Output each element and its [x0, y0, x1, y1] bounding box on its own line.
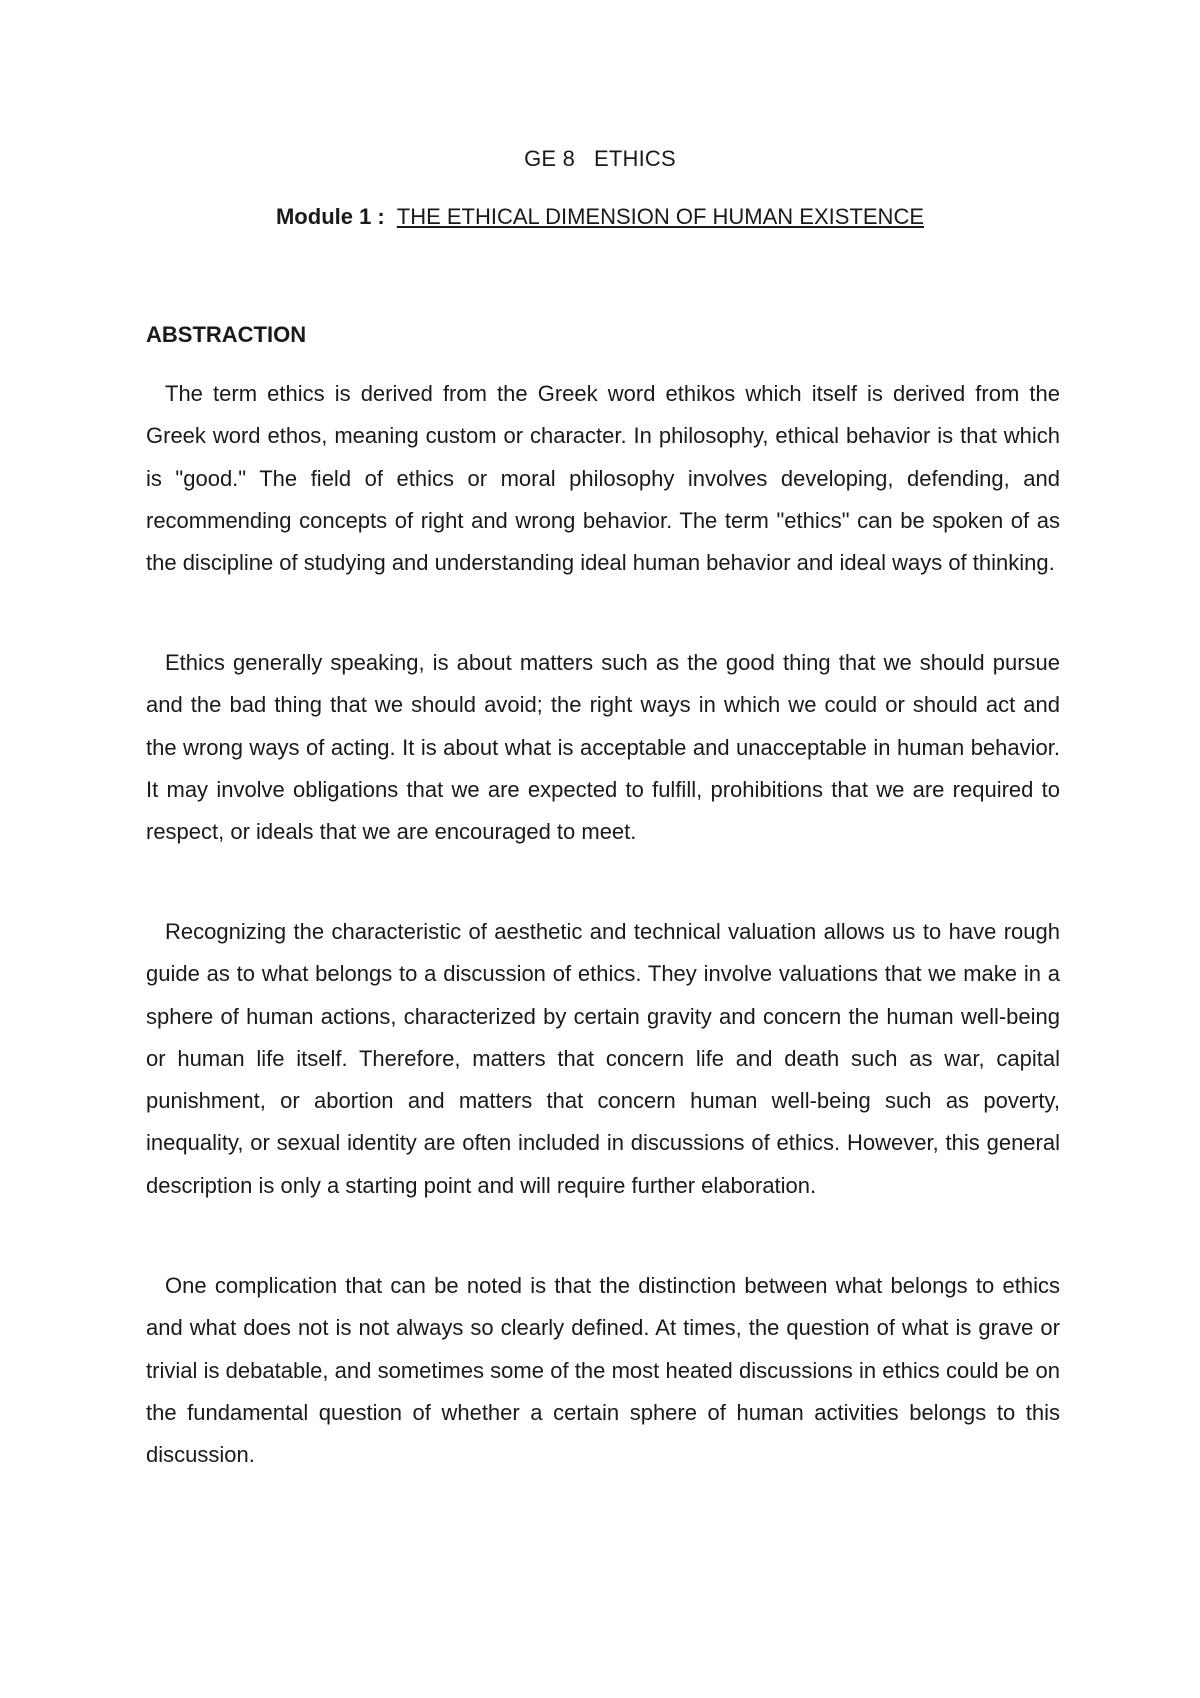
section-heading: ABSTRACTION — [146, 322, 307, 347]
module-title: THE ETHICAL DIMENSION OF HUMAN EXISTENCE — [396, 204, 925, 229]
module-heading — [0, 202, 1200, 232]
paragraph-1: The term ethics is derived from the Greek word ethikos which itself is derived from the Greek word ethos, meaning custom or character. In philosophy, ethical behavior is that which is "good." The field of ethics or moral philosophy involves developing, defending, and recommending concepts of right and wrong behavior. The term "ethics" can be spoken of as the discipline of studying and understanding ideal human behavior and ideal ways of thinking. — [146, 381, 1060, 576]
paragraph-2: Ethics generally speaking, is about matters such as the good thing that we should pursue and the bad thing that we should avoid; the right ways in which we could or should act and the wrong ways of acting. It is about what is acceptable and unacceptable in human behavior. It may involve obligations that we are expected to fulfill, prohibitions that we are required to respect, or ideals that we are encouraged to meet. — [146, 650, 1060, 845]
module-label: Module 1 : — [275, 204, 385, 229]
paragraph-4: One complication that can be noted is that the distinction between what belongs to ethics and what does not is not always so clearly defined. At times, the question of what is grave or trivial is debatable, and sometimes some of the most heated discussions in ethics could be on the fundamental question of whether a certain sphere of human activities belongs to this discussion. — [146, 1273, 1060, 1468]
paragraph-3: Recognizing the characteristic of aesthetic and technical valuation allows us to have rough guide as to what belongs to a discussion of ethics. They involve valuations that we make in a sphere of human actions, characterized by certain gravity and concern the human well-being or human life itself. Therefore, matters that concern life and death such as war, capital punishment, or abortion and matters that concern human well-being such as poverty, inequality, or sexual identity are often included in discussions of ethics. However, this general description is only a starting point and will require further elaboration. — [146, 919, 1060, 1198]
course-title: GE 8 ETHICS — [524, 146, 676, 171]
